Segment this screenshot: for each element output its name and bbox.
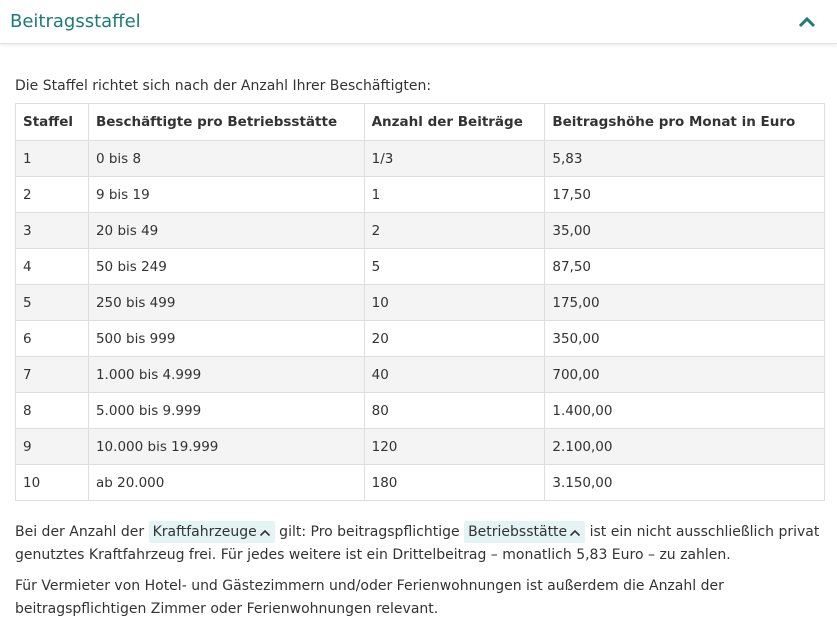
table-cell: 1.400,00 xyxy=(545,393,825,429)
table-cell: 20 bis 49 xyxy=(88,213,364,249)
table-cell: 5.000 bis 9.999 xyxy=(88,393,364,429)
column-header-amount: Beitragshöhe pro Monat in Euro xyxy=(545,104,825,141)
table-row xyxy=(16,213,825,249)
vehicles-paragraph xyxy=(15,521,825,567)
table-body xyxy=(16,141,825,501)
column-header-count: Anzahl der Beiträge xyxy=(364,104,545,141)
table-cell: 1/3 xyxy=(364,141,545,177)
table-row xyxy=(16,285,825,321)
table-cell: 2 xyxy=(364,213,545,249)
landlord-paragraph: Für Vermieter von Hotel- und Gästezimmern und/oder Ferienwohnungen ist außerdem die Anzahl der beitragspflichtigen Zimmer oder Ferienwohnungen relevant. xyxy=(15,578,724,617)
table-cell: 9 xyxy=(16,429,89,465)
table-cell: 17,50 xyxy=(545,177,825,213)
table-cell: 2 xyxy=(16,177,89,213)
table-cell: 2.100,00 xyxy=(545,429,825,465)
table-cell: 5 xyxy=(16,285,89,321)
paragraph-text: Bei der Anzahl der xyxy=(15,524,149,540)
table-cell: ab 20.000 xyxy=(88,465,364,501)
table-cell: 80 xyxy=(364,393,545,429)
chevron-up-icon xyxy=(259,528,271,537)
table-cell: 5 xyxy=(364,249,545,285)
table-cell: 350,00 xyxy=(545,321,825,357)
table-row xyxy=(16,141,825,177)
paragraph-text: gilt: Pro beitragspflichtige xyxy=(274,524,465,540)
table-row xyxy=(16,465,825,501)
table-cell: 7 xyxy=(16,357,89,393)
table-cell: 40 xyxy=(364,357,545,393)
table-cell: 6 xyxy=(16,321,89,357)
kraftfahrzeuge-toggle[interactable] xyxy=(149,521,275,543)
tag-label: Kraftfahrzeuge xyxy=(152,524,257,540)
table-cell: 700,00 xyxy=(545,357,825,393)
table-cell: 10 xyxy=(16,465,89,501)
table-cell: 35,00 xyxy=(545,213,825,249)
table-cell: 9 bis 19 xyxy=(88,177,364,213)
table-cell: 10.000 bis 19.999 xyxy=(88,429,364,465)
table-cell: 4 xyxy=(16,249,89,285)
contribution-table xyxy=(15,103,825,501)
table-cell: 1 xyxy=(364,177,545,213)
chevron-up-icon xyxy=(569,528,581,537)
table-row xyxy=(16,357,825,393)
table-cell: 1 xyxy=(16,141,89,177)
table-cell: 3 xyxy=(16,213,89,249)
table-row xyxy=(16,429,825,465)
table-cell: 500 bis 999 xyxy=(88,321,364,357)
tag-label: Betriebsstätte xyxy=(468,524,568,540)
chevron-up-icon[interactable] xyxy=(797,15,817,29)
table-cell: 20 xyxy=(364,321,545,357)
table-cell: 175,00 xyxy=(545,285,825,321)
section-title: Beitragsstaffel xyxy=(10,11,141,32)
table-cell: 8 xyxy=(16,393,89,429)
table-cell: 87,50 xyxy=(545,249,825,285)
table-row xyxy=(16,321,825,357)
table-row xyxy=(16,393,825,429)
table-cell: 50 bis 249 xyxy=(88,249,364,285)
table-cell: 120 xyxy=(364,429,545,465)
table-cell: 180 xyxy=(364,465,545,501)
table-cell: 1.000 bis 4.999 xyxy=(88,357,364,393)
table-cell: 250 bis 499 xyxy=(88,285,364,321)
table-header-row xyxy=(16,104,825,141)
table-row xyxy=(16,249,825,285)
column-header-staffel: Staffel xyxy=(16,104,89,141)
accordion-header[interactable] xyxy=(0,0,837,44)
betriebsstaette-toggle[interactable] xyxy=(464,521,585,543)
table-cell: 5,83 xyxy=(545,141,825,177)
accordion-content xyxy=(0,44,837,621)
table-cell: 10 xyxy=(364,285,545,321)
intro-text: Die Staffel richtet sich nach der Anzahl Ihrer Beschäftigten: xyxy=(15,78,432,94)
table-cell: 3.150,00 xyxy=(545,465,825,501)
paragraph-text: ist ein nicht ausschließlich privat genutztes Kraftfahrzeug frei. Für jedes weitere ist ein Drittelbeitrag – monatlich 5,83 Euro – zu zahlen. xyxy=(15,524,820,563)
table-row xyxy=(16,177,825,213)
column-header-employees: Beschäftigte pro Betriebsstätte xyxy=(88,104,364,141)
table-cell: 0 bis 8 xyxy=(88,141,364,177)
